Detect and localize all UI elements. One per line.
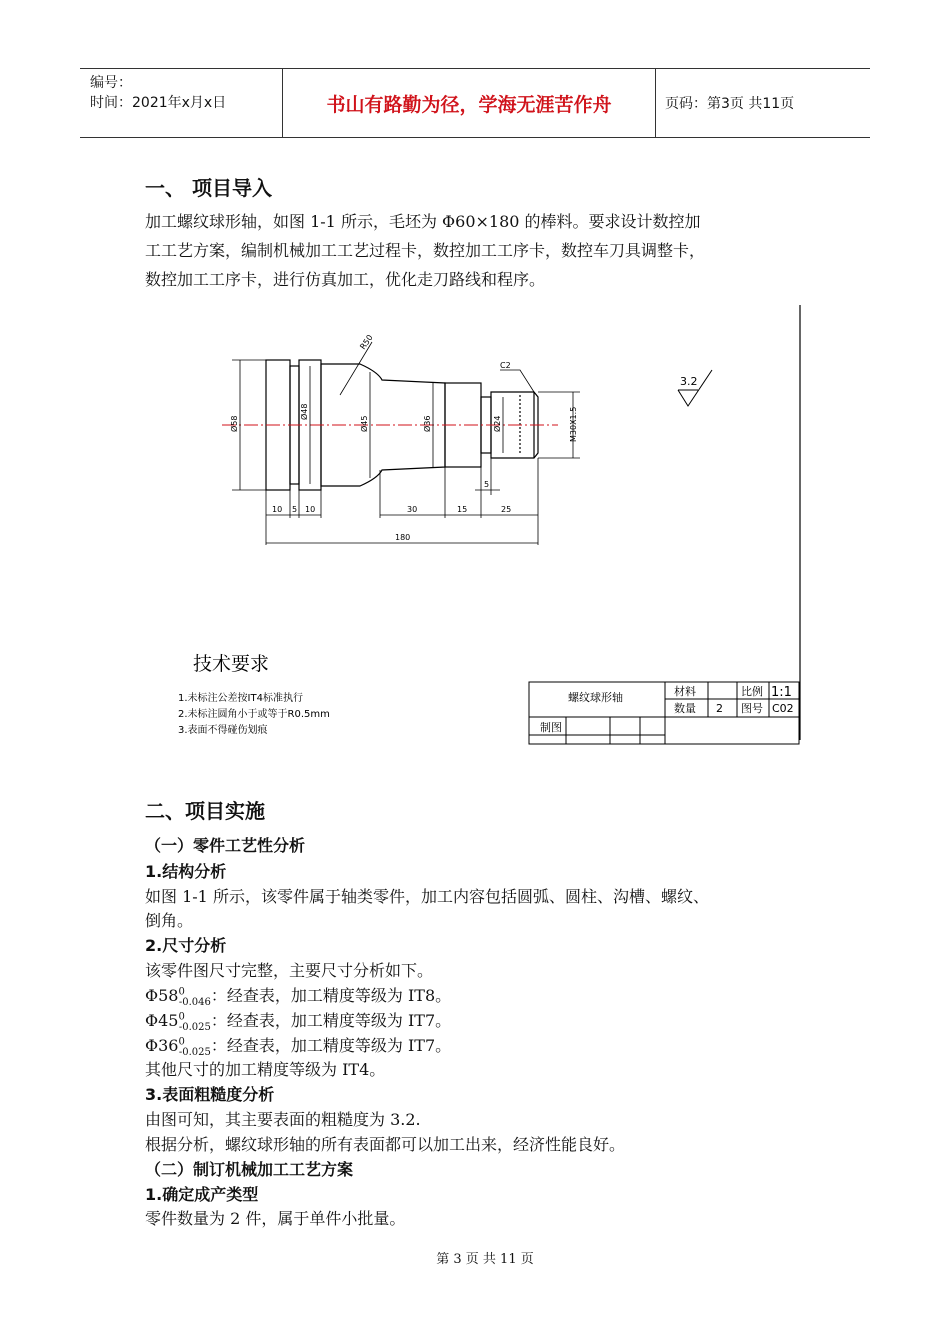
rough-line: 根据分析，螺纹球形轴的所有表面都可以加工出来，经济性能良好。 bbox=[145, 1135, 626, 1154]
paragraph-line: 加工螺纹球形轴，如图 1-1 所示，毛坯为 Φ60×180 的棒料。要求设计数控加 bbox=[145, 212, 701, 231]
roughness-value: 3.2 bbox=[680, 375, 698, 388]
drawing-no-label: 图号 bbox=[741, 702, 763, 715]
tech-item: 3.表面不得碰伤划痕 bbox=[178, 725, 268, 736]
dim-d24: Ø24 bbox=[493, 415, 502, 432]
dim-r50: R50 bbox=[358, 333, 375, 352]
part-name: 螺纹球形轴 bbox=[568, 691, 623, 704]
struct-line: 如图 1-1 所示，该零件属于轴类零件，加工内容包括圆弧、圆柱、沟槽、螺纹、 bbox=[145, 887, 709, 906]
heading-size: 2.尺寸分析 bbox=[145, 936, 227, 955]
prod-text: 零件数量为 2 件，属于单件小批量。 bbox=[145, 1209, 406, 1228]
drawing-no-value: C02 bbox=[772, 702, 794, 715]
number-label: 编号： bbox=[90, 75, 132, 91]
dim-l25: 25 bbox=[501, 505, 512, 514]
dim-l30: 30 bbox=[407, 505, 418, 514]
size-other: 其他尺寸的加工精度等级为 IT4。 bbox=[145, 1060, 386, 1079]
dim-l10b: 10 bbox=[305, 505, 316, 514]
heading-structure: 1.结构分析 bbox=[145, 862, 227, 881]
page-info: 页码：第3页 共11页 bbox=[665, 96, 795, 112]
header-divider bbox=[655, 69, 656, 137]
dim-l10a: 10 bbox=[272, 505, 283, 514]
header-left bbox=[90, 73, 226, 113]
dim-thread: M30X1.5 bbox=[569, 406, 578, 442]
paragraph-line: 数控加工工序卡，进行仿真加工，优化走刀路线和程序。 bbox=[145, 270, 546, 289]
drawn-label: 制图 bbox=[540, 721, 562, 734]
ratio-value: 1:1 bbox=[771, 685, 792, 700]
paragraph-line: 工工艺方案，编制机械加工工艺过程卡，数控加工工序卡，数控车刀具调整卡， bbox=[145, 241, 706, 260]
section1-paragraph bbox=[145, 207, 835, 294]
time-label: 时间：2021年x月x日 bbox=[90, 95, 227, 111]
tolerance-line: $\Phi 58^0_{-0.046}$：经查表，加工精度等级为 IT8。 bbox=[145, 986, 452, 1009]
page-header bbox=[80, 68, 870, 138]
ratio-label: 比例 bbox=[741, 685, 763, 698]
dim-l5a: 5 bbox=[292, 505, 298, 514]
dim-l5b: 5 bbox=[484, 480, 490, 489]
rough-line: 由图可知，其主要表面的粗糙度为 3.2. bbox=[145, 1110, 421, 1129]
dim-c2: C2 bbox=[500, 361, 511, 370]
subsection-2: （二）制订机械加工工艺方案 bbox=[145, 1160, 354, 1179]
heading-roughness: 3.表面粗糙度分析 bbox=[145, 1085, 275, 1104]
dim-d36: Ø36 bbox=[423, 415, 432, 432]
tech-title: 技术要求 bbox=[193, 653, 270, 675]
motto: 书山有路勤为径，学海无涯苦作舟 bbox=[326, 93, 612, 116]
part-drawing bbox=[0, 300, 950, 745]
section2-title: 二、项目实施 bbox=[145, 799, 265, 823]
section1-title: 一、 项目导入 bbox=[145, 176, 272, 200]
tech-item: 1.未标注公差按IT4标准执行 bbox=[178, 693, 303, 704]
heading-production: 1.确定成产类型 bbox=[145, 1185, 259, 1204]
dim-l15: 15 bbox=[457, 505, 468, 514]
tech-item: 2.未标注圆角小于或等于R0.5mm bbox=[178, 709, 330, 720]
material-label: 材料 bbox=[674, 685, 696, 698]
size-intro: 该零件图尺寸完整，主要尺寸分析如下。 bbox=[145, 961, 434, 980]
dim-d58: Ø58 bbox=[230, 415, 239, 432]
page-footer: 第 3 页 共 11 页 bbox=[436, 1252, 534, 1267]
dim-l180: 180 bbox=[395, 533, 411, 542]
subsection-1: （一）零件工艺性分析 bbox=[145, 836, 306, 855]
dim-d48: Ø48 bbox=[300, 403, 309, 420]
qty-label: 数量 bbox=[674, 702, 696, 715]
tolerance-line: $\Phi 45^0_{-0.025}$：经查表，加工精度等级为 IT7。 bbox=[145, 1011, 452, 1034]
qty-value: 2 bbox=[716, 702, 723, 715]
dim-d45: Ø45 bbox=[360, 415, 369, 432]
struct-line: 倒角。 bbox=[145, 911, 194, 930]
tolerance-line: $\Phi 36^0_{-0.025}$：经查表，加工精度等级为 IT7。 bbox=[145, 1036, 452, 1059]
